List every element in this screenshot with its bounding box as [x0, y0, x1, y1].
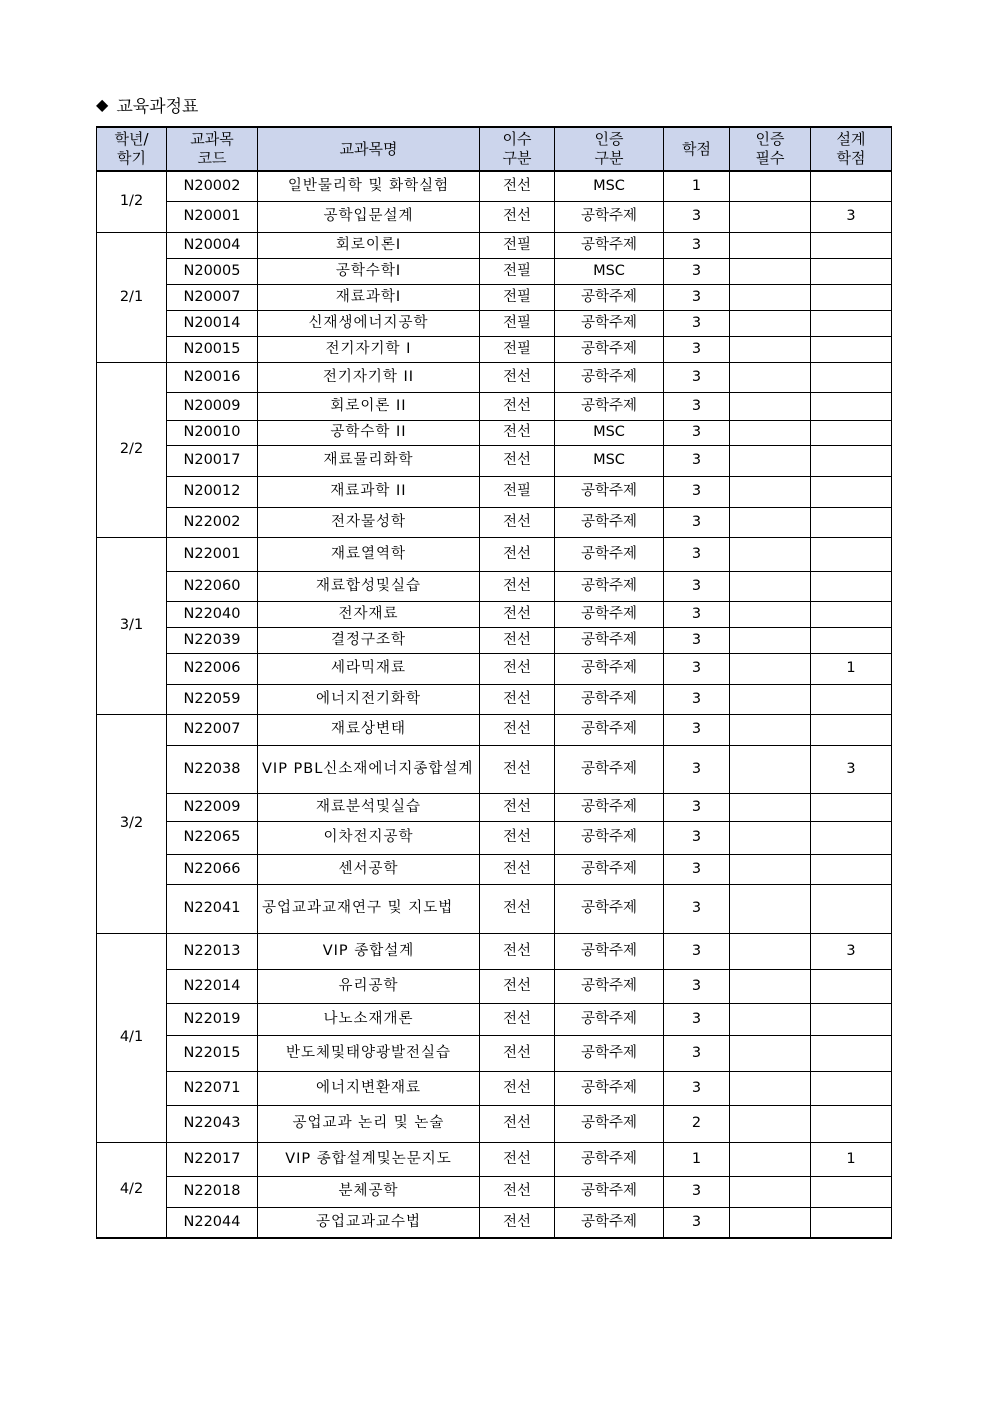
course-code-cell: N22041 — [167, 884, 258, 933]
design-credit-cell — [811, 793, 892, 821]
cert-required-cell — [730, 745, 811, 793]
course-code-cell: N20009 — [167, 392, 258, 420]
completion-type-cell: 전선 — [480, 714, 555, 745]
credit-cell: 3 — [664, 714, 730, 745]
certification-type-cell: 공학주제 — [555, 1071, 664, 1105]
course-name-cell: 재료물리화학 — [258, 445, 480, 476]
design-credit-cell — [811, 310, 892, 336]
course-name-cell: 에너지전기화학 — [258, 684, 480, 714]
course-name-cell: 신재생에너지공학 — [258, 310, 480, 336]
design-credit-cell — [811, 420, 892, 445]
credit-cell: 3 — [664, 232, 730, 258]
table-row — [97, 201, 892, 232]
table-row — [97, 310, 892, 336]
credit-cell: 3 — [664, 1176, 730, 1207]
course-name-cell: 유리공학 — [258, 969, 480, 1003]
completion-type-cell: 전필 — [480, 232, 555, 258]
course-code-cell: N22071 — [167, 1071, 258, 1105]
course-code-cell: N22019 — [167, 1003, 258, 1035]
design-credit-cell — [811, 476, 892, 507]
credit-cell: 2 — [664, 1105, 730, 1142]
course-name-cell: VIP PBL신소재에너지종합설계 — [258, 745, 480, 793]
completion-type-cell: 전선 — [480, 1176, 555, 1207]
credit-cell: 3 — [664, 684, 730, 714]
course-code-cell: N20014 — [167, 310, 258, 336]
semester-cell: 3/1 — [97, 537, 167, 714]
course-code-cell: N22043 — [167, 1105, 258, 1142]
course-name-cell: 공업교과교수법 — [258, 1207, 480, 1238]
certification-type-cell: 공학주제 — [555, 476, 664, 507]
credit-cell: 3 — [664, 476, 730, 507]
certification-type-cell: 공학주제 — [555, 571, 664, 601]
cert-required-cell — [730, 601, 811, 627]
completion-type-cell: 전선 — [480, 854, 555, 884]
design-credit-cell — [811, 171, 892, 201]
table-row — [97, 284, 892, 310]
completion-type-cell: 전선 — [480, 653, 555, 684]
table-row — [97, 793, 892, 821]
table-row — [97, 684, 892, 714]
completion-type-cell: 전선 — [480, 1207, 555, 1238]
course-code-cell: N22014 — [167, 969, 258, 1003]
header-course-name: 교과목명 — [258, 127, 480, 171]
completion-type-cell: 전선 — [480, 793, 555, 821]
course-code-cell: N22044 — [167, 1207, 258, 1238]
credit-cell: 3 — [664, 653, 730, 684]
table-row — [97, 601, 892, 627]
design-credit-cell — [811, 1003, 892, 1035]
certification-type-cell: 공학주제 — [555, 745, 664, 793]
cert-required-cell — [730, 714, 811, 745]
credit-cell: 3 — [664, 336, 730, 362]
credit-cell: 3 — [664, 571, 730, 601]
course-code-cell: N22015 — [167, 1035, 258, 1071]
credit-cell: 3 — [664, 507, 730, 537]
table-row — [97, 1071, 892, 1105]
certification-type-cell: 공학주제 — [555, 969, 664, 1003]
design-credit-cell — [811, 1176, 892, 1207]
credit-cell: 1 — [664, 1142, 730, 1176]
completion-type-cell: 전선 — [480, 445, 555, 476]
semester-cell: 4/2 — [97, 1142, 167, 1238]
table-row — [97, 627, 892, 653]
section-title: 교육과정표 — [116, 97, 199, 117]
course-name-cell: 공학입문설계 — [258, 201, 480, 232]
cert-required-cell — [730, 232, 811, 258]
table-row — [97, 745, 892, 793]
credit-cell: 3 — [664, 627, 730, 653]
design-credit-cell: 3 — [811, 933, 892, 969]
completion-type-cell: 전선 — [480, 1003, 555, 1035]
design-credit-cell — [811, 854, 892, 884]
design-credit-cell — [811, 507, 892, 537]
certification-type-cell: 공학주제 — [555, 821, 664, 854]
header-course-code: 교과목 코드 — [167, 127, 258, 171]
course-name-cell: 에너지변환재료 — [258, 1071, 480, 1105]
course-name-cell: 전기자기학 II — [258, 362, 480, 392]
course-name-cell: 센서공학 — [258, 854, 480, 884]
course-code-cell: N22002 — [167, 507, 258, 537]
certification-type-cell: 공학주제 — [555, 537, 664, 571]
table-row — [97, 362, 892, 392]
certification-type-cell: 공학주제 — [555, 284, 664, 310]
completion-type-cell: 전필 — [480, 284, 555, 310]
cert-required-cell — [730, 201, 811, 232]
semester-cell: 3/2 — [97, 714, 167, 933]
course-name-cell: 공학수학I — [258, 258, 480, 284]
completion-type-cell: 전선 — [480, 1071, 555, 1105]
course-code-cell: N22017 — [167, 1142, 258, 1176]
design-credit-cell — [811, 571, 892, 601]
cert-required-cell — [730, 1003, 811, 1035]
table-row — [97, 445, 892, 476]
design-credit-cell — [811, 1035, 892, 1071]
course-name-cell: 전기자기학 I — [258, 336, 480, 362]
completion-type-cell: 전선 — [480, 1142, 555, 1176]
completion-type-cell: 전선 — [480, 627, 555, 653]
course-code-cell: N22038 — [167, 745, 258, 793]
certification-type-cell: 공학주제 — [555, 336, 664, 362]
credit-cell: 3 — [664, 310, 730, 336]
certification-type-cell: 공학주제 — [555, 1142, 664, 1176]
credit-cell: 3 — [664, 854, 730, 884]
design-credit-cell — [811, 362, 892, 392]
course-code-cell: N22060 — [167, 571, 258, 601]
certification-type-cell: 공학주제 — [555, 232, 664, 258]
course-name-cell: 반도체및태양광발전실습 — [258, 1035, 480, 1071]
credit-cell: 3 — [664, 258, 730, 284]
course-name-cell: 이차전지공학 — [258, 821, 480, 854]
cert-required-cell — [730, 933, 811, 969]
completion-type-cell: 전선 — [480, 821, 555, 854]
course-code-cell: N22013 — [167, 933, 258, 969]
certification-type-cell: 공학주제 — [555, 1176, 664, 1207]
certification-type-cell: 공학주제 — [555, 1105, 664, 1142]
course-name-cell: 세라믹재료 — [258, 653, 480, 684]
design-credit-cell — [811, 821, 892, 854]
course-code-cell: N22018 — [167, 1176, 258, 1207]
completion-type-cell: 전선 — [480, 571, 555, 601]
course-code-cell: N22065 — [167, 821, 258, 854]
design-credit-cell — [811, 627, 892, 653]
design-credit-cell — [811, 684, 892, 714]
certification-type-cell: 공학주제 — [555, 854, 664, 884]
cert-required-cell — [730, 1035, 811, 1071]
credit-cell: 3 — [664, 1071, 730, 1105]
completion-type-cell: 전필 — [480, 336, 555, 362]
cert-required-cell — [730, 627, 811, 653]
cert-required-cell — [730, 854, 811, 884]
semester-cell: 2/1 — [97, 232, 167, 362]
course-name-cell: 공학수학 II — [258, 420, 480, 445]
header-certification-type: 인증 구분 — [555, 127, 664, 171]
design-credit-cell — [811, 714, 892, 745]
completion-type-cell: 전선 — [480, 201, 555, 232]
completion-type-cell: 전필 — [480, 476, 555, 507]
completion-type-cell: 전필 — [480, 258, 555, 284]
cert-required-cell — [730, 1176, 811, 1207]
certification-type-cell: 공학주제 — [555, 1003, 664, 1035]
certification-type-cell: MSC — [555, 171, 664, 201]
course-name-cell: 공업교과교재연구 및 지도법 — [258, 884, 480, 933]
credit-cell: 3 — [664, 1003, 730, 1035]
credit-cell: 3 — [664, 537, 730, 571]
design-credit-cell — [811, 1207, 892, 1238]
design-credit-cell — [811, 1105, 892, 1142]
cert-required-cell — [730, 336, 811, 362]
design-credit-cell — [811, 336, 892, 362]
completion-type-cell: 전필 — [480, 310, 555, 336]
certification-type-cell: MSC — [555, 420, 664, 445]
credit-cell: 3 — [664, 933, 730, 969]
design-credit-cell — [811, 445, 892, 476]
design-credit-cell — [811, 884, 892, 933]
course-code-cell: N22039 — [167, 627, 258, 653]
certification-type-cell: 공학주제 — [555, 362, 664, 392]
credit-cell: 3 — [664, 1207, 730, 1238]
cert-required-cell — [730, 171, 811, 201]
design-credit-cell — [811, 258, 892, 284]
course-code-cell: N20001 — [167, 201, 258, 232]
semester-cell: 4/1 — [97, 933, 167, 1142]
certification-type-cell: 공학주제 — [555, 1035, 664, 1071]
table-row — [97, 171, 892, 201]
design-credit-cell: 3 — [811, 201, 892, 232]
course-name-cell: 재료열역학 — [258, 537, 480, 571]
table-row — [97, 336, 892, 362]
course-code-cell: N20017 — [167, 445, 258, 476]
table-row — [97, 933, 892, 969]
cert-required-cell — [730, 684, 811, 714]
certification-type-cell: 공학주제 — [555, 1207, 664, 1238]
design-credit-cell — [811, 284, 892, 310]
credit-cell: 1 — [664, 171, 730, 201]
certification-type-cell: 공학주제 — [555, 684, 664, 714]
header-row — [97, 127, 892, 171]
cert-required-cell — [730, 507, 811, 537]
design-credit-cell — [811, 232, 892, 258]
table-row — [97, 854, 892, 884]
course-name-cell: 일반물리학 및 화학실험 — [258, 171, 480, 201]
table-row — [97, 571, 892, 601]
certification-type-cell: 공학주제 — [555, 793, 664, 821]
cert-required-cell — [730, 476, 811, 507]
cert-required-cell — [730, 445, 811, 476]
credit-cell: 3 — [664, 362, 730, 392]
completion-type-cell: 전선 — [480, 601, 555, 627]
cert-required-cell — [730, 1142, 811, 1176]
table-row — [97, 1035, 892, 1071]
credit-cell: 3 — [664, 969, 730, 1003]
course-name-cell: 재료과학 II — [258, 476, 480, 507]
certification-type-cell: MSC — [555, 445, 664, 476]
course-name-cell: 나노소재개론 — [258, 1003, 480, 1035]
header-cert-required: 인증 필수 — [730, 127, 811, 171]
course-name-cell: 결정구조학 — [258, 627, 480, 653]
course-name-cell: VIP 종합설계 — [258, 933, 480, 969]
table-row — [97, 258, 892, 284]
course-code-cell: N22009 — [167, 793, 258, 821]
semester-cell: 1/2 — [97, 171, 167, 232]
table-row — [97, 1003, 892, 1035]
table-row — [97, 1176, 892, 1207]
certification-type-cell: MSC — [555, 258, 664, 284]
table-row — [97, 507, 892, 537]
cert-required-cell — [730, 884, 811, 933]
course-code-cell: N22006 — [167, 653, 258, 684]
cert-required-cell — [730, 537, 811, 571]
course-name-cell: 재료합성및실습 — [258, 571, 480, 601]
course-name-cell: 재료상변태 — [258, 714, 480, 745]
completion-type-cell: 전선 — [480, 420, 555, 445]
cert-required-cell — [730, 258, 811, 284]
credit-cell: 3 — [664, 821, 730, 854]
course-name-cell: 전자재료 — [258, 601, 480, 627]
certification-type-cell: 공학주제 — [555, 714, 664, 745]
credit-cell: 3 — [664, 745, 730, 793]
course-code-cell: N20015 — [167, 336, 258, 362]
credit-cell: 3 — [664, 601, 730, 627]
design-credit-cell — [811, 1071, 892, 1105]
design-credit-cell: 1 — [811, 653, 892, 684]
cert-required-cell — [730, 1207, 811, 1238]
header-grade-semester: 학년/ 학기 — [97, 127, 167, 171]
course-code-cell: N20007 — [167, 284, 258, 310]
completion-type-cell: 전선 — [480, 1105, 555, 1142]
semester-cell: 2/2 — [97, 362, 167, 537]
cert-required-cell — [730, 821, 811, 854]
credit-cell: 3 — [664, 884, 730, 933]
certification-type-cell: 공학주제 — [555, 310, 664, 336]
table-row — [97, 884, 892, 933]
course-name-cell: 분체공학 — [258, 1176, 480, 1207]
completion-type-cell: 전선 — [480, 507, 555, 537]
course-code-cell: N20016 — [167, 362, 258, 392]
curriculum-table — [96, 126, 892, 1239]
course-name-cell: 재료과학I — [258, 284, 480, 310]
table-row — [97, 969, 892, 1003]
credit-cell: 3 — [664, 420, 730, 445]
cert-required-cell — [730, 1105, 811, 1142]
course-code-cell: N20005 — [167, 258, 258, 284]
course-code-cell: N22040 — [167, 601, 258, 627]
design-credit-cell — [811, 392, 892, 420]
course-name-cell: 공업교과 논리 및 논술 — [258, 1105, 480, 1142]
course-code-cell: N20002 — [167, 171, 258, 201]
section-heading — [96, 92, 198, 117]
cert-required-cell — [730, 362, 811, 392]
course-code-cell: N20004 — [167, 232, 258, 258]
course-name-cell: VIP 종합설계및논문지도 — [258, 1142, 480, 1176]
certification-type-cell: 공학주제 — [555, 653, 664, 684]
design-credit-cell — [811, 969, 892, 1003]
completion-type-cell: 전선 — [480, 684, 555, 714]
cert-required-cell — [730, 793, 811, 821]
course-code-cell: N20010 — [167, 420, 258, 445]
design-credit-cell: 1 — [811, 1142, 892, 1176]
credit-cell: 3 — [664, 201, 730, 232]
table-row — [97, 1105, 892, 1142]
cert-required-cell — [730, 653, 811, 684]
cert-required-cell — [730, 1071, 811, 1105]
certification-type-cell: 공학주제 — [555, 884, 664, 933]
certification-type-cell: 공학주제 — [555, 933, 664, 969]
design-credit-cell: 3 — [811, 745, 892, 793]
cert-required-cell — [730, 284, 811, 310]
table-row — [97, 392, 892, 420]
header-design-credits: 설계 학점 — [811, 127, 892, 171]
cert-required-cell — [730, 392, 811, 420]
completion-type-cell: 전선 — [480, 933, 555, 969]
completion-type-cell: 전선 — [480, 392, 555, 420]
completion-type-cell: 전선 — [480, 362, 555, 392]
completion-type-cell: 전선 — [480, 745, 555, 793]
credit-cell: 3 — [664, 284, 730, 310]
design-credit-cell — [811, 601, 892, 627]
design-credit-cell — [811, 537, 892, 571]
certification-type-cell: 공학주제 — [555, 392, 664, 420]
credit-cell: 3 — [664, 1035, 730, 1071]
certification-type-cell: 공학주제 — [555, 201, 664, 232]
course-name-cell: 회로이론I — [258, 232, 480, 258]
completion-type-cell: 전선 — [480, 171, 555, 201]
completion-type-cell: 전선 — [480, 969, 555, 1003]
table-row — [97, 714, 892, 745]
course-code-cell: N22007 — [167, 714, 258, 745]
course-code-cell: N22001 — [167, 537, 258, 571]
course-name-cell: 회로이론 II — [258, 392, 480, 420]
table-row — [97, 476, 892, 507]
course-name-cell: 재료분석및실습 — [258, 793, 480, 821]
table-row — [97, 232, 892, 258]
diamond-bullet-icon: ◆ — [96, 95, 109, 114]
table-row — [97, 1207, 892, 1238]
cert-required-cell — [730, 571, 811, 601]
header-credits: 학점 — [664, 127, 730, 171]
completion-type-cell: 전선 — [480, 537, 555, 571]
certification-type-cell: 공학주제 — [555, 627, 664, 653]
cert-required-cell — [730, 420, 811, 445]
course-code-cell: N20012 — [167, 476, 258, 507]
completion-type-cell: 전선 — [480, 1035, 555, 1071]
table-row — [97, 821, 892, 854]
credit-cell: 3 — [664, 445, 730, 476]
table-row — [97, 420, 892, 445]
credit-cell: 3 — [664, 392, 730, 420]
header-completion-type: 이수 구분 — [480, 127, 555, 171]
credit-cell: 3 — [664, 793, 730, 821]
course-table-body — [97, 171, 892, 1238]
completion-type-cell: 전선 — [480, 884, 555, 933]
table-row — [97, 653, 892, 684]
cert-required-cell — [730, 969, 811, 1003]
course-code-cell: N22059 — [167, 684, 258, 714]
course-name-cell: 전자물성학 — [258, 507, 480, 537]
cert-required-cell — [730, 310, 811, 336]
course-code-cell: N22066 — [167, 854, 258, 884]
certification-type-cell: 공학주제 — [555, 601, 664, 627]
certification-type-cell: 공학주제 — [555, 507, 664, 537]
table-row — [97, 1142, 892, 1176]
table-row — [97, 537, 892, 571]
